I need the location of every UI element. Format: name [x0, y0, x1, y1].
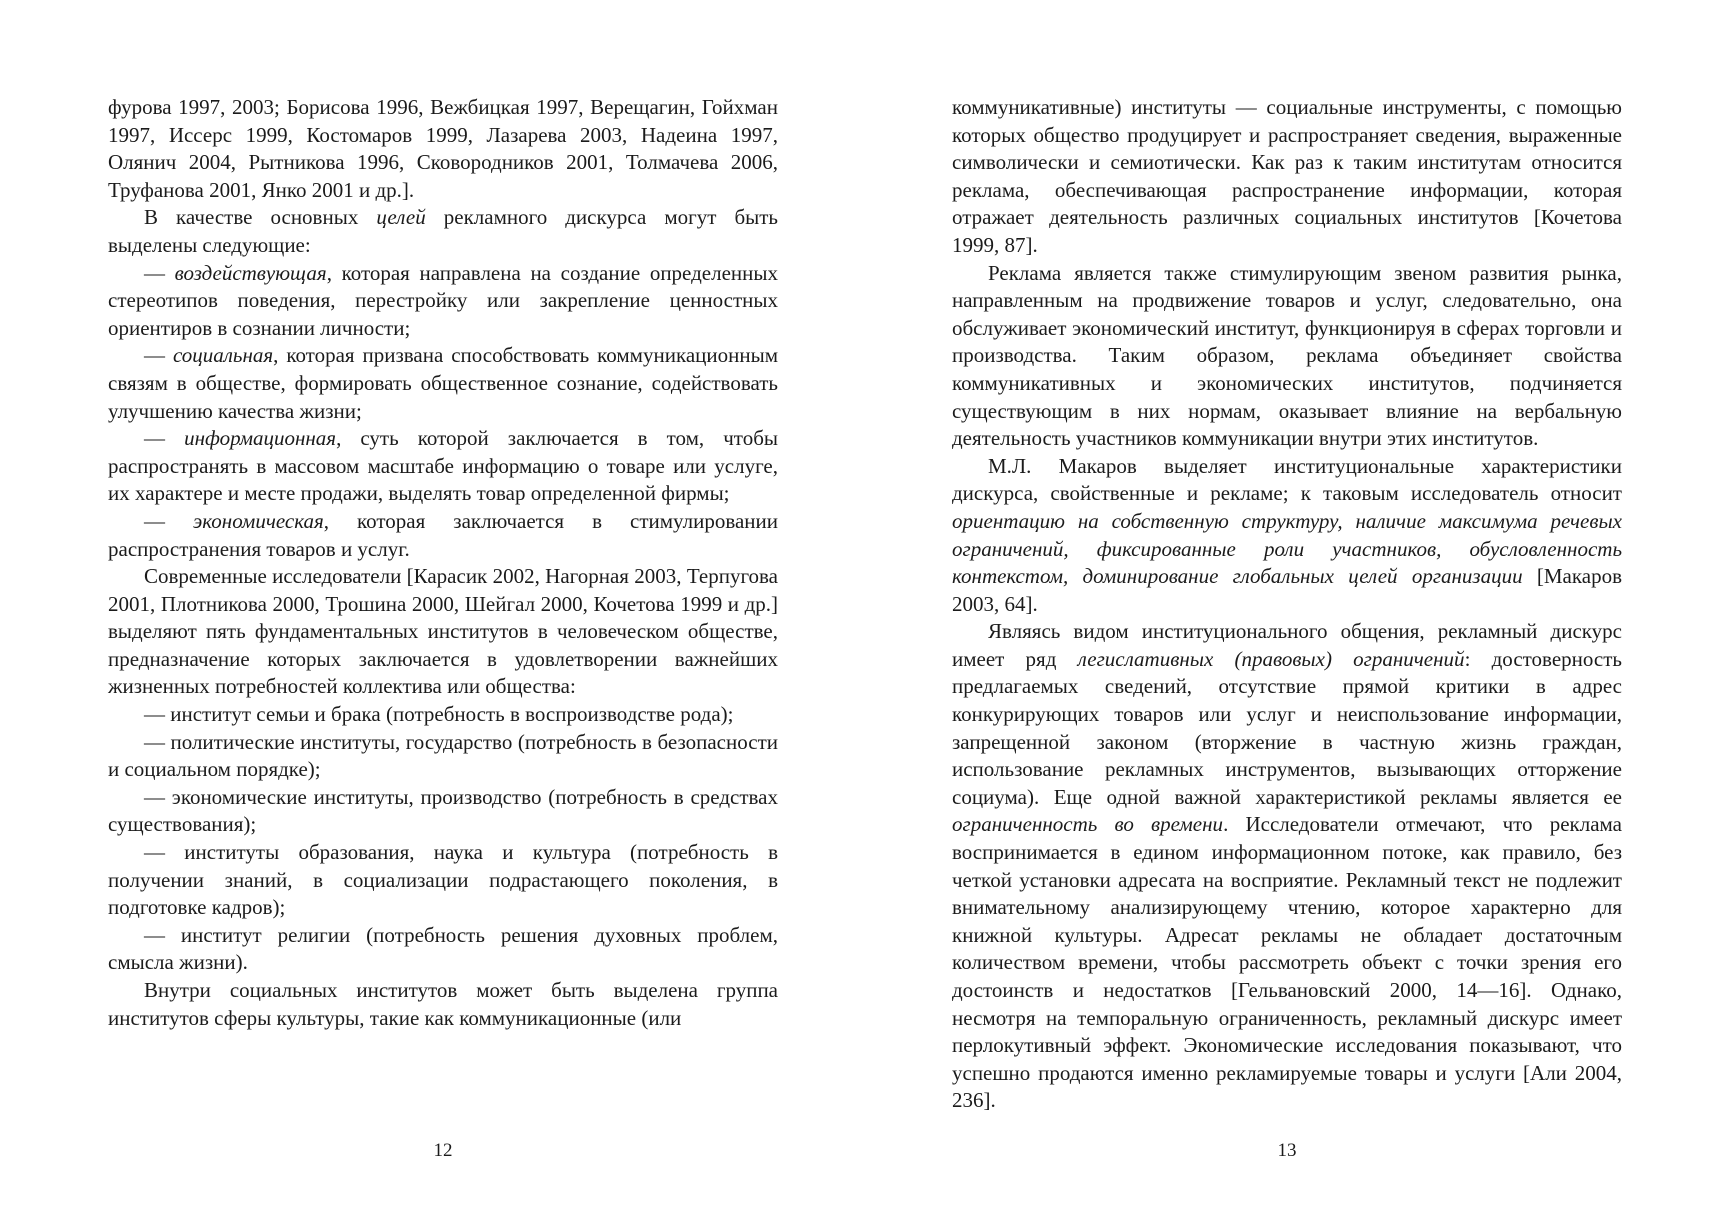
list-item: — социальная, которая призвана способствовать коммуникационным связям в обществе, формировать общественное сознание, содействовать улучшению качества жизни; [108, 343, 779, 423]
list-item: — институты образования, наука и культура (потребность в получении знаний, в социализации подрастающего поколения, в подготовке кадров); [108, 840, 778, 920]
left-page-text [108, 94, 778, 1032]
paragraph: Современные исследователи [Карасик 2002, Нагорная 2003, Терпугова 2001, Плотникова 2000, Трошина 2000, Шейгал 2000, Кочетова 1999 и др.] выделяют пять фундаментальных институтов в человеческом обществе, предназначение которых заключается в удовлетворении важнейших жизненных потребностей коллектива или общества: [108, 564, 778, 699]
list-item: — институт религии (потребность решения духовных проблем, смысла жизни). [108, 922, 778, 975]
page-number: 12 [433, 1140, 453, 1161]
right-page [952, 94, 1622, 1184]
paragraph: фурова 1997, 2003; Борисова 1996, Вежбицкая 1997, Верещагин, Гойхман 1997, Иссерс 1999, Костомаров 1999, Лазарева 2003, Надеина 1997, Олянич 2004, Рытникова 1996, Сковородников 2001, Толмачева 2006, Труфанова 2001, Янко 2001 и др.]. [108, 95, 778, 202]
list-item: — политические институты, государство (потребность в безопасности и социальном порядке); [108, 729, 778, 782]
paragraph: коммуникативные) институты — социальные инструменты, с помощью которых общество продуцирует и распространяет сведения, выраженные символически и семиотически. Как раз к таким институтам относится реклама, обеспечивающая распространение информации, которая отражает деятельность различных социальных институтов [Кочетова 1999, 87]. [952, 95, 1622, 257]
paragraph: М.Л. Макаров выделяет институциональные характеристики дискурса, свойственные и рекламе; к таковым исследователь относит ориентацию на собственную структуру, наличие максимума речевых ограничений, фиксированные роли участников, обусловленность контекстом, доминирование глобальных целей организации [Макаров 2003, 64]. [952, 453, 1622, 616]
paragraph: Являясь видом институционального общения, рекламный дискурс имеет ряд легислативных (правовых) ограничений: достоверность предлагаемых сведений, отсутствие прямой критики в адрес конкурирующих товаров или услуг и неиспользование информации, запрещенной законом (вторжение в частную жизнь граждан, использование рекламных инструментов, вызывающих отторжение социума). Еще одной важной характеристикой рекламы является ее ограниченность во времени. Исследователи отмечают, что реклама воспринимается в едином информационном потоке, как правило, без четкой установки адресата на восприятие. Рекламный текст не подлежит внимательному анализирующему чтению, которое характерно для книжной культуры. Адресат рекламы не обладает достаточным количеством времени, чтобы рассмотреть объект с точки зрения его достоинств и недостатков [Гельвановский 2000, 14—16]. Однако, несмотря на темпоральную ограниченность, рекламный дискурс имеет перлокутивный эффект. Экономические исследования показывают, что успешно продаются именно рекламируемые товары и услуги [Али 2004, 236]. [952, 619, 1622, 1113]
list-item: — воздействующая, которая направлена на создание определенных стереотипов поведения, перестройку или закрепление ценностных ориентиров в сознании личности; [108, 260, 778, 340]
paragraph: В качестве основных целей рекламного дискурса могут быть выделены следующие: [108, 205, 778, 257]
list-item: — информационная, суть которой заключается в том, чтобы распространять в массовом масштабе информацию о товаре или услуге, их характере и месте продажи, выделять товар определенной фирмы; [108, 426, 779, 506]
left-page [108, 94, 778, 1184]
page-number: 13 [1277, 1140, 1297, 1161]
list-item: — экономическая, которая заключается в стимулировании распространения товаров и услуг. [108, 508, 778, 561]
paragraph: Внутри социальных институтов может быть выделена группа институтов сферы культуры, такие как коммуникационные (или [108, 978, 778, 1030]
list-item: — институт семьи и брака (потребность в воспроизводстве рода); [144, 702, 734, 727]
list-item: — экономические институты, производство (потребность в средствах существования); [108, 784, 778, 837]
right-page-text [952, 94, 1622, 1115]
paragraph: Реклама является также стимулирующим звеном развития рынка, направленным на продвижение товаров и услуг, следовательно, она обслуживает экономический институт, функционируя в сферах торговли и производства. Таким образом, реклама объединяет свойства коммуникативных и экономических институтов, подчиняется существующим в них нормам, оказывает влияние на вербальную деятельность участников коммуникации внутри этих институтов. [952, 260, 1622, 451]
